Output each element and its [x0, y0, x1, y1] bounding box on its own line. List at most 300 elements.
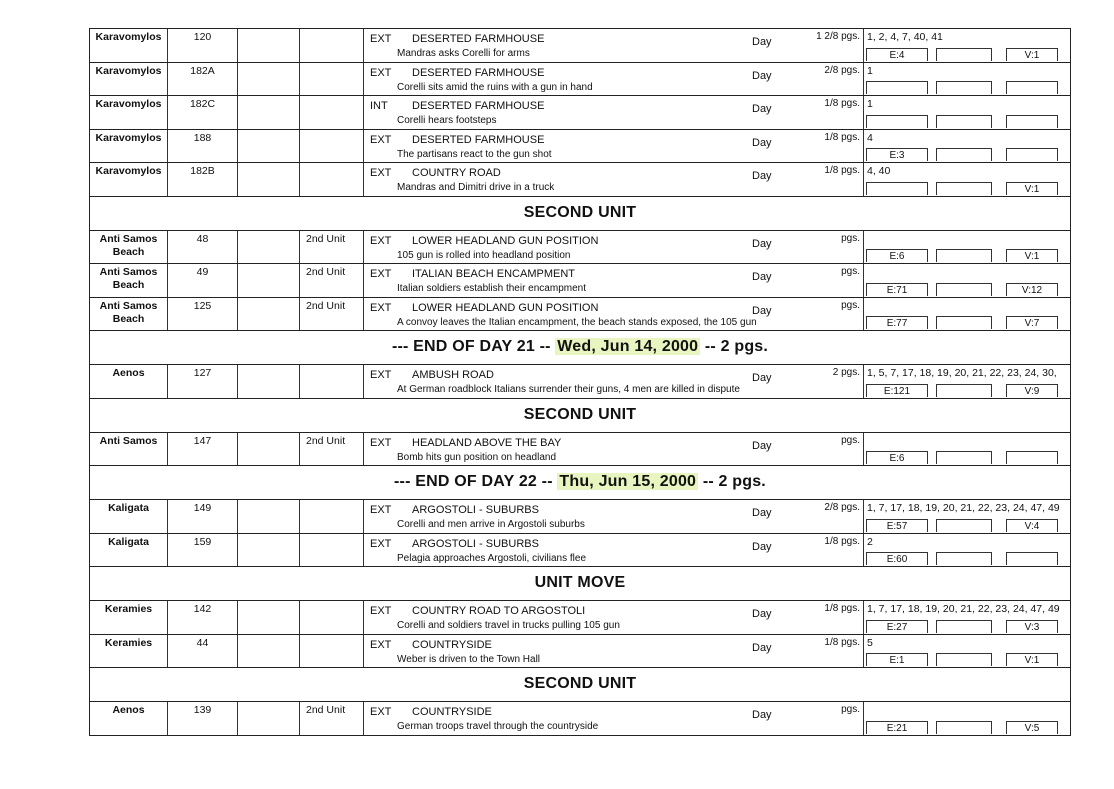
scene-number: 147 — [193, 434, 212, 447]
page-count: 2/8 pgs. — [824, 64, 860, 76]
scene-row[interactable] — [90, 231, 1070, 265]
set-name: ITALIAN BEACH ENCAMPMENT — [412, 268, 575, 280]
vehicles-box: V:1 — [1006, 653, 1058, 666]
scene-synopsis: Bomb hits gun position on headland — [397, 451, 557, 463]
time-of-day: Day — [752, 271, 772, 283]
extras-box: E:60 — [866, 552, 928, 565]
cast-cell — [864, 433, 1070, 466]
extras-box: E:77 — [866, 316, 928, 329]
blank-cell — [238, 163, 300, 196]
set-name: DESERTED FARMHOUSE — [412, 66, 545, 79]
banner-text — [524, 406, 636, 424]
scene-synopsis: Corelli hears footsteps — [397, 115, 497, 126]
set-name: COUNTRY ROAD — [412, 167, 501, 179]
blank-cell — [238, 63, 300, 96]
cast-ids: 1 — [867, 98, 873, 110]
scene-row[interactable] — [90, 264, 1070, 298]
extras-box: E:1 — [866, 653, 928, 666]
vehicles-box: V:1 — [1006, 182, 1058, 195]
banner-text — [535, 574, 626, 592]
page-count: 1/8 pgs. — [824, 131, 860, 143]
int-ext-label: EXT — [370, 436, 392, 449]
cast-cell — [864, 365, 1070, 398]
int-ext-label: EXT — [370, 66, 392, 79]
location-name: Anti Samos Beach — [99, 232, 158, 258]
vehicles-box — [1006, 552, 1058, 565]
scene-synopsis: Corelli and soldiers travel in trucks pulling 105 gun — [397, 620, 620, 631]
time-of-day: Day — [752, 237, 772, 250]
blank-box — [936, 620, 992, 633]
int-ext-label: EXT — [370, 268, 392, 280]
location-name: Aenos — [112, 704, 145, 716]
extras-box: E:121 — [866, 384, 928, 397]
banner-row — [90, 399, 1070, 433]
extras-box: E:21 — [866, 721, 928, 734]
cast-cell — [864, 635, 1070, 668]
banner-text — [524, 675, 636, 693]
scene-description-cell — [364, 433, 792, 466]
page-count-cell — [792, 433, 864, 466]
cast-ids: 4 — [867, 131, 873, 144]
scene-synopsis: Mandras asks Corelli for arms — [397, 48, 530, 59]
vehicles-box — [1006, 81, 1058, 94]
page-count: 1/8 pgs. — [824, 165, 860, 176]
cast-cell — [864, 96, 1070, 129]
blank-cell — [238, 635, 300, 668]
unit-cell — [300, 231, 364, 264]
location-cell — [90, 231, 168, 264]
int-ext-label: EXT — [370, 301, 392, 314]
scene-row[interactable] — [90, 96, 1070, 130]
vehicles-box: V:12 — [1006, 283, 1058, 296]
scene-row[interactable] — [90, 130, 1070, 164]
time-of-day: Day — [752, 439, 772, 452]
scene-row[interactable] — [90, 298, 1070, 332]
extras-box: E:6 — [866, 249, 928, 262]
banner-suffix: -- 2 pgs. — [700, 338, 769, 355]
int-ext-label: INT — [370, 100, 388, 112]
page-count-cell — [792, 298, 864, 331]
scene-number: 182B — [190, 165, 215, 177]
cast-cell — [864, 130, 1070, 163]
set-name: LOWER HEADLAND GUN POSITION — [412, 234, 599, 247]
unit-cell — [300, 130, 364, 163]
page-count: pgs. — [841, 434, 860, 446]
blank-cell — [238, 96, 300, 129]
scene-number: 125 — [193, 299, 212, 312]
location-cell — [90, 163, 168, 196]
extras-box — [866, 81, 928, 94]
page-count: 1 2/8 pgs. — [816, 31, 860, 42]
set-name: AMBUSH ROAD — [412, 369, 494, 381]
vehicles-box — [1006, 148, 1058, 161]
unit-cell — [300, 298, 364, 331]
time-of-day: Day — [752, 540, 772, 553]
set-name: DESERTED FARMHOUSE — [412, 133, 545, 146]
vehicles-box: V:7 — [1006, 316, 1058, 329]
scene-number-cell — [168, 601, 238, 634]
scene-number: 149 — [193, 502, 212, 514]
blank-box — [936, 81, 992, 94]
cast-cell — [864, 702, 1070, 735]
int-ext-label: EXT — [370, 706, 392, 718]
cast-cell — [864, 63, 1070, 96]
scene-number-cell — [168, 29, 238, 62]
scene-synopsis: Italian soldiers establish their encampment — [397, 283, 586, 294]
scene-number-cell — [168, 365, 238, 398]
scene-synopsis: 105 gun is rolled into headland position — [397, 249, 571, 261]
extras-box: E:27 — [866, 620, 928, 633]
page-count-cell — [792, 63, 864, 96]
page-count-cell — [792, 365, 864, 398]
cast-cell — [864, 163, 1070, 196]
scene-description-cell — [364, 264, 792, 297]
location-cell — [90, 63, 168, 96]
page-count-cell — [792, 96, 864, 129]
cast-cell — [864, 29, 1070, 62]
unit-label: 2nd Unit — [306, 266, 346, 278]
time-of-day: Day — [752, 170, 772, 182]
time-of-day: Day — [752, 641, 772, 654]
location-name: Keramies — [104, 603, 153, 615]
page-count-cell — [792, 702, 864, 735]
page-count: pgs. — [841, 232, 860, 244]
scene-number-cell — [168, 433, 238, 466]
int-ext-label: EXT — [370, 369, 392, 381]
set-name: COUNTRYSIDE — [412, 638, 492, 651]
blank-box — [936, 552, 992, 565]
vehicles-box: V:1 — [1006, 48, 1058, 61]
unit-cell — [300, 365, 364, 398]
scene-row[interactable] — [90, 29, 1070, 63]
blank-box — [936, 316, 992, 329]
cast-ids: 1 — [867, 64, 873, 77]
set-name: COUNTRY ROAD TO ARGOSTOLI — [412, 605, 586, 617]
int-ext-label: EXT — [370, 605, 392, 617]
scene-row[interactable] — [90, 534, 1070, 568]
banner-suffix: -- 2 pgs. — [698, 473, 766, 490]
scene-description-cell — [364, 130, 792, 163]
location-name: Aenos — [112, 367, 145, 379]
vehicles-box — [1006, 451, 1058, 464]
banner-label: SECOND UNIT — [523, 405, 637, 423]
blank-cell — [238, 500, 300, 533]
set-name: LOWER HEADLAND GUN POSITION — [412, 301, 599, 314]
location-name: Anti Samos Beach — [99, 299, 158, 325]
vehicles-box: V:4 — [1006, 519, 1058, 532]
location-name: Karavomylos — [95, 98, 162, 110]
cast-ids: 1, 7, 17, 18, 19, 20, 21, 22, 23, 24, 47, 49 — [867, 603, 1060, 615]
scene-description-cell — [364, 231, 792, 264]
blank-cell — [238, 534, 300, 567]
banner-date-highlight: Wed, Jun 14, 2000 — [557, 338, 699, 355]
time-of-day: Day — [752, 709, 772, 721]
scene-synopsis: Corelli sits amid the ruins with a gun in hand — [397, 81, 593, 93]
set-name: COUNTRYSIDE — [412, 706, 492, 718]
scene-row[interactable] — [90, 635, 1070, 669]
cast-ids: 1, 2, 4, 7, 40, 41 — [867, 31, 943, 43]
time-of-day: Day — [752, 103, 772, 115]
banner-text — [392, 338, 768, 356]
stripboard-table — [89, 28, 1071, 736]
scene-row[interactable] — [90, 63, 1070, 97]
page-count-cell — [792, 534, 864, 567]
cast-ids: 1, 5, 7, 17, 18, 19, 20, 21, 22, 23, 24, 30, — [867, 367, 1057, 379]
page-count: 2/8 pgs. — [824, 502, 860, 513]
blank-cell — [238, 130, 300, 163]
scene-row[interactable] — [90, 500, 1070, 534]
scene-row[interactable] — [90, 365, 1070, 399]
location-name: Kaligata — [108, 502, 149, 514]
page-count-cell — [792, 264, 864, 297]
unit-cell — [300, 433, 364, 466]
unit-label: 2nd Unit — [306, 434, 346, 447]
banner-label: SECOND UNIT — [523, 203, 637, 221]
unit-cell — [300, 635, 364, 668]
scene-description-cell — [364, 163, 792, 196]
blank-box — [936, 451, 992, 464]
scene-number-cell — [168, 231, 238, 264]
unit-cell — [300, 702, 364, 735]
scene-number-cell — [168, 635, 238, 668]
scene-number: 48 — [196, 232, 209, 245]
blank-cell — [238, 365, 300, 398]
unit-cell — [300, 500, 364, 533]
location-cell — [90, 500, 168, 533]
blank-box — [936, 384, 992, 397]
scene-number-cell — [168, 298, 238, 331]
scene-description-cell — [364, 29, 792, 62]
extras-box: E:57 — [866, 519, 928, 532]
blank-box — [936, 148, 992, 161]
scene-description-cell — [364, 365, 792, 398]
int-ext-label: EXT — [370, 638, 392, 651]
time-of-day: Day — [752, 507, 772, 519]
blank-box — [936, 283, 992, 296]
blank-box — [936, 249, 992, 262]
page-count: 1/8 pgs. — [824, 603, 860, 614]
scene-number-cell — [168, 63, 238, 96]
location-name: Karavomylos — [95, 64, 162, 77]
scene-number-cell — [168, 264, 238, 297]
scene-number-cell — [168, 130, 238, 163]
blank-box — [936, 115, 992, 128]
page-count: 1/8 pgs. — [824, 535, 860, 547]
banner-label: UNIT MOVE — [534, 574, 626, 591]
scene-synopsis: Weber is driven to the Town Hall — [397, 653, 541, 665]
banner-date-highlight: Thu, Jun 15, 2000 — [559, 473, 697, 490]
scene-number-cell — [168, 163, 238, 196]
scene-number-cell — [168, 500, 238, 533]
location-name: Kaligata — [108, 535, 149, 548]
banner-row — [90, 331, 1070, 365]
blank-cell — [238, 298, 300, 331]
page-count-cell — [792, 231, 864, 264]
scene-description-cell — [364, 635, 792, 668]
blank-box — [936, 519, 992, 532]
location-cell — [90, 365, 168, 398]
scene-synopsis: The partisans react to the gun shot — [397, 148, 552, 160]
cast-cell — [864, 500, 1070, 533]
location-cell — [90, 130, 168, 163]
vehicles-box: V:3 — [1006, 620, 1058, 633]
banner-row — [90, 668, 1070, 702]
scene-synopsis: Corelli and men arrive in Argostoli suburbs — [397, 519, 585, 530]
scene-row[interactable] — [90, 433, 1070, 467]
extras-box — [866, 115, 928, 128]
blank-cell — [238, 29, 300, 62]
unit-cell — [300, 601, 364, 634]
blank-box — [936, 182, 992, 195]
location-cell — [90, 433, 168, 466]
unit-label: 2nd Unit — [306, 232, 346, 245]
location-cell — [90, 534, 168, 567]
location-cell — [90, 702, 168, 735]
set-name: DESERTED FARMHOUSE — [412, 33, 545, 45]
unit-cell — [300, 264, 364, 297]
scene-synopsis: A convoy leaves the Italian encampment, the beach stands exposed, the 105 gun — [397, 316, 757, 328]
scene-row[interactable] — [90, 163, 1070, 197]
time-of-day: Day — [752, 608, 772, 620]
unit-cell — [300, 163, 364, 196]
page-count-cell — [792, 635, 864, 668]
page-count-cell — [792, 163, 864, 196]
unit-label: 2nd Unit — [306, 299, 346, 312]
time-of-day: Day — [752, 69, 772, 82]
int-ext-label: EXT — [370, 504, 392, 516]
unit-label: 2nd Unit — [306, 704, 346, 716]
scene-synopsis: Mandras and Dimitri drive in a truck — [397, 182, 555, 193]
location-name: Anti Samos Beach — [99, 266, 158, 291]
page-count: pgs. — [841, 266, 860, 277]
location-name: Karavomylos — [95, 31, 162, 43]
scene-number: 49 — [196, 266, 209, 278]
scene-number: 142 — [193, 603, 212, 615]
scene-description-cell — [364, 500, 792, 533]
cast-cell — [864, 231, 1070, 264]
banner-prefix: --- END OF DAY 22 -- — [394, 473, 558, 490]
scene-description-cell — [364, 298, 792, 331]
cast-ids: 1, 7, 17, 18, 19, 20, 21, 22, 23, 24, 47, 49 — [867, 502, 1060, 514]
time-of-day: Day — [752, 36, 772, 48]
location-cell — [90, 635, 168, 668]
scene-number: 139 — [193, 704, 212, 716]
cast-cell — [864, 601, 1070, 634]
blank-cell — [238, 601, 300, 634]
scene-description-cell — [364, 702, 792, 735]
blank-cell — [238, 231, 300, 264]
extras-box: E:4 — [866, 48, 928, 61]
blank-box — [936, 653, 992, 666]
scene-synopsis: Pelagia approaches Argostoli, civilians flee — [397, 552, 586, 564]
scene-row[interactable] — [90, 702, 1070, 736]
unit-cell — [300, 534, 364, 567]
location-name: Anti Samos — [99, 434, 158, 447]
set-name: ARGOSTOLI - SUBURBS — [412, 537, 539, 550]
blank-cell — [238, 433, 300, 466]
page-count: 2 pgs. — [832, 367, 860, 378]
scene-number: 182C — [189, 98, 216, 110]
banner-row — [90, 466, 1070, 500]
page-count-cell — [792, 500, 864, 533]
page-count: pgs. — [841, 704, 860, 715]
cast-cell — [864, 298, 1070, 331]
banner-row — [90, 567, 1070, 601]
scene-row[interactable] — [90, 601, 1070, 635]
vehicles-box: V:1 — [1006, 249, 1058, 262]
cast-cell — [864, 264, 1070, 297]
set-name: HEADLAND ABOVE THE BAY — [412, 436, 562, 449]
unit-cell — [300, 29, 364, 62]
page-count: pgs. — [841, 299, 860, 311]
location-cell — [90, 601, 168, 634]
extras-box: E:6 — [866, 451, 928, 464]
page-count-cell — [792, 601, 864, 634]
scene-number: 188 — [193, 131, 212, 144]
int-ext-label: EXT — [370, 33, 392, 45]
banner-text — [394, 473, 766, 491]
scene-number: 120 — [193, 31, 212, 43]
set-name: DESERTED FARMHOUSE — [412, 100, 545, 112]
page-count: 1/8 pgs. — [824, 636, 860, 648]
cast-cell — [864, 534, 1070, 567]
vehicles-box — [1006, 115, 1058, 128]
set-name: ARGOSTOLI - SUBURBS — [412, 504, 539, 516]
blank-cell — [238, 702, 300, 735]
int-ext-label: EXT — [370, 537, 392, 550]
scene-description-cell — [364, 96, 792, 129]
scene-number: 127 — [193, 367, 212, 379]
location-cell — [90, 96, 168, 129]
time-of-day: Day — [752, 304, 772, 317]
page-count-cell — [792, 29, 864, 62]
scene-number: 182A — [190, 64, 215, 77]
vehicles-box: V:9 — [1006, 384, 1058, 397]
time-of-day: Day — [752, 136, 772, 149]
location-cell — [90, 29, 168, 62]
int-ext-label: EXT — [370, 133, 392, 146]
location-name: Karavomylos — [95, 165, 162, 177]
blank-cell — [238, 264, 300, 297]
banner-prefix: --- END OF DAY 21 -- — [391, 338, 556, 355]
location-cell — [90, 264, 168, 297]
cast-ids: 2 — [867, 535, 873, 548]
banner-label: SECOND UNIT — [523, 675, 637, 692]
location-name: Keramies — [104, 636, 153, 649]
page-count: 1/8 pgs. — [824, 98, 860, 109]
scene-number: 159 — [193, 535, 212, 548]
scene-description-cell — [364, 601, 792, 634]
banner-text — [524, 204, 636, 222]
extras-box: E:71 — [866, 283, 928, 296]
int-ext-label: EXT — [370, 167, 392, 179]
scene-number: 44 — [196, 636, 209, 649]
extras-box: E:3 — [866, 148, 928, 161]
location-cell — [90, 298, 168, 331]
unit-cell — [300, 63, 364, 96]
scene-synopsis: German troops travel through the countryside — [397, 721, 599, 732]
cast-ids: 5 — [867, 636, 873, 649]
banner-row — [90, 197, 1070, 231]
scene-number-cell — [168, 534, 238, 567]
blank-box — [936, 48, 992, 61]
blank-box — [936, 721, 992, 734]
scene-number-cell — [168, 702, 238, 735]
time-of-day: Day — [752, 372, 772, 384]
int-ext-label: EXT — [370, 234, 392, 247]
vehicles-box: V:5 — [1006, 721, 1058, 734]
unit-cell — [300, 96, 364, 129]
